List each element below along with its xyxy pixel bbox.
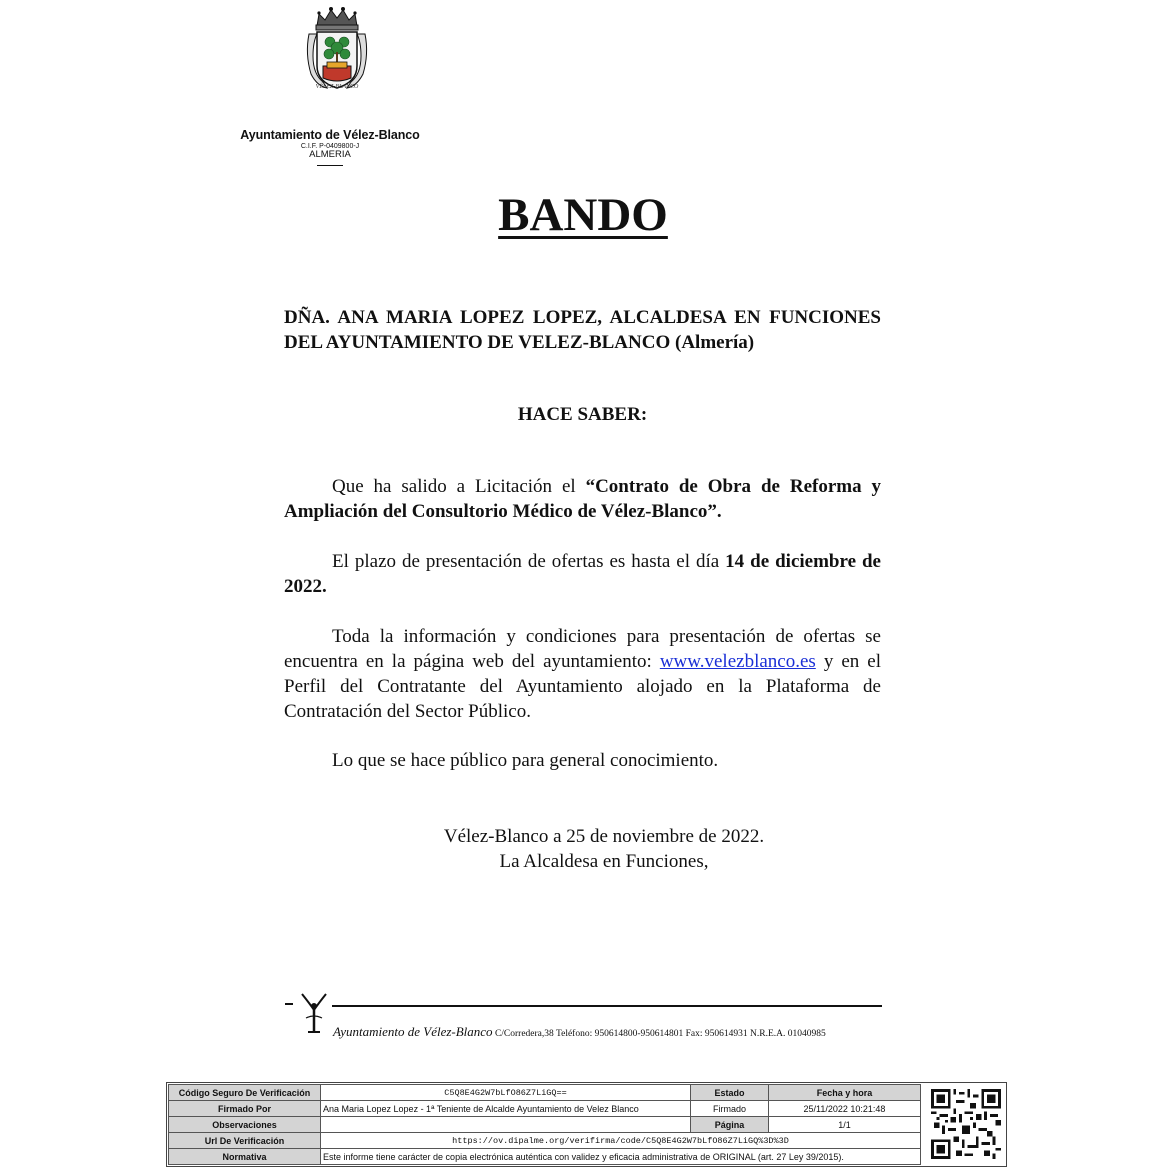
organization-header xyxy=(222,128,438,166)
header-divider xyxy=(317,165,343,166)
csv-value: C5Q8E4G2W7bLfO86Z7LiGQ== xyxy=(321,1085,691,1101)
signature-block xyxy=(304,824,904,874)
verification-box xyxy=(166,1082,1007,1167)
fecha-value: 25/11/2022 10:21:48 xyxy=(769,1101,921,1117)
crest-caption: VÉLEZ-BLANCO xyxy=(315,84,359,90)
info-paragraph xyxy=(284,624,881,724)
deadline-date: 14 de diciembre de 2022. xyxy=(284,551,881,597)
info-text-after: y en el Perfil del Contratante del Ayuntamiento alojado en la Plataforma de Contratación del Sector Público. xyxy=(284,651,881,722)
table-row xyxy=(169,1085,921,1101)
place-and-date: Vélez-Blanco a 25 de noviembre de 2022. xyxy=(443,826,765,847)
normativa-value: Este informe tiene carácter de copia electrónica auténtica con validez y eficacia administrativa de ORIGINAL (art. 27 Ley 39/2015). xyxy=(321,1149,921,1165)
tender-text: Que ha salido a Licitación el xyxy=(332,476,586,497)
estado-label: Estado xyxy=(691,1085,769,1101)
normativa-label: Normativa xyxy=(169,1149,321,1165)
deadline-text: El plazo de presentación de ofertas es hasta el día xyxy=(332,551,726,572)
deadline-paragraph xyxy=(284,549,881,599)
table-row xyxy=(169,1101,921,1117)
info-text-before: Toda la información y condiciones para presentación de ofertas se encuentra en la página web del ayuntamiento: xyxy=(284,626,881,672)
signed-by-value: Ana Maria Lopez Lopez - 1ª Teniente de Alcalde Ayuntamiento de Velez Blanco xyxy=(321,1101,691,1117)
estado-value: Firmado xyxy=(691,1101,769,1117)
organization-name: Ayuntamiento de Vélez-Blanco xyxy=(240,128,420,142)
footer-rule xyxy=(332,1005,882,1007)
table-row xyxy=(169,1133,921,1149)
table-row xyxy=(169,1149,921,1165)
intro-paragraph: DÑA. ANA MARIA LOPEZ LOPEZ, ALCALDESA EN FUNCIONES DEL AYUNTAMIENTO DE VELEZ-BLANCO (Almería) xyxy=(284,307,881,353)
fecha-label: Fecha y hora xyxy=(769,1085,921,1101)
page-label: Página xyxy=(691,1117,769,1133)
url-label: Url De Verificación xyxy=(169,1133,321,1149)
signed-by-label: Firmado Por xyxy=(169,1101,321,1117)
closing-paragraph: Lo que se hace público para general conocimiento. xyxy=(332,750,719,771)
observations-value xyxy=(321,1117,691,1133)
footer-dash xyxy=(285,1003,293,1005)
verification-table xyxy=(168,1084,921,1165)
coat-of-arms-logo xyxy=(303,4,371,96)
footer-contact-line xyxy=(333,1024,893,1040)
observations-label: Observaciones xyxy=(169,1117,321,1133)
tender-paragraph xyxy=(284,474,881,524)
footer-contact: C/Corredera,38 Teléfono: 950614800-950614801 Fax: 950614931 N.R.E.A. 01040985 xyxy=(494,1029,826,1039)
contract-name: “Contrato de Obra de Reforma y Ampliación del Consultorio Médico de Vélez-Blanco”. xyxy=(284,476,881,522)
document-title: BANDO xyxy=(498,189,668,241)
footer-emblem-icon xyxy=(296,988,332,1038)
hace-saber-heading: HACE SABER: xyxy=(517,404,648,425)
csv-label: Código Seguro De Verificación xyxy=(169,1085,321,1101)
organization-province: ALMERIA xyxy=(309,149,351,160)
website-link[interactable]: www.velezblanco.es xyxy=(659,651,816,672)
organization-cif: C.I.F. P-0409800-J xyxy=(300,143,360,150)
table-row xyxy=(169,1117,921,1133)
page-value: 1/1 xyxy=(769,1117,921,1133)
signer-role: La Alcaldesa en Funciones, xyxy=(499,851,709,872)
qr-code-icon xyxy=(931,1088,1001,1160)
verification-url[interactable]: https://ov.dipalme.org/verifirma/code/C5Q8E4G2W7bLfO86Z7LiGQ%3D%3D xyxy=(321,1133,921,1149)
footer-organization: Ayuntamiento de Vélez-Blanco xyxy=(333,1024,493,1039)
